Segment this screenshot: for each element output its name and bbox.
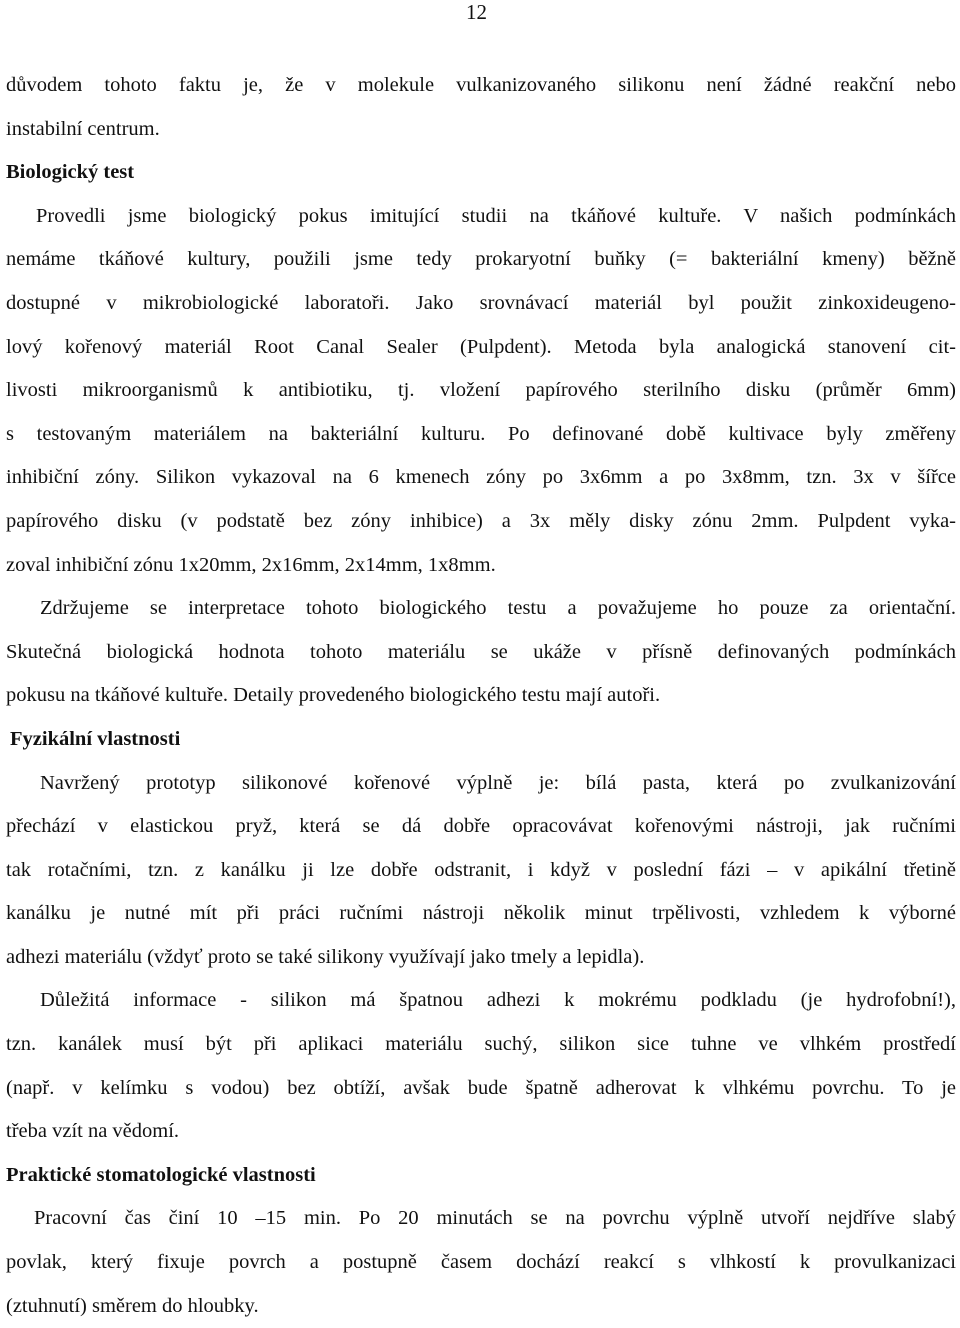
text-line: Provedli jsme biologický pokus imitující studii na tkáňové kultuře. V našich podmínkách: [36, 204, 956, 227]
document-body: [6, 64, 956, 1328]
text-line: povlak, který fixuje povrch a postupně časem dochází reakcí s vlhkostí k provulkanizaci: [6, 1251, 956, 1274]
text-line: tak rotačními, tzn. z kanálku ji lze dobře odstranit, i když v poslední fázi – v apikální třetině: [6, 858, 956, 881]
text-line: lový kořenový materiál Root Canal Sealer (Pulpdent). Metoda byla analogická stanovení cit-: [6, 335, 956, 358]
text-line: adhezi materiálu (vždyť proto se také silikony využívají jako tmely a lepidla).: [6, 945, 645, 968]
text-line: Skutečná biologická hodnota tohoto materiálu se ukáže v přísně definovaných podmínkách: [6, 640, 956, 663]
section-heading-physical-properties: Fyzikální vlastnosti: [10, 727, 181, 750]
text-line: (ztuhnutí) směrem do hloubky.: [6, 1294, 259, 1317]
text-line: papírového disku (v podstatě bez zóny inhibice) a 3x měly disky zónu 2mm. Pulpdent vyka-: [6, 509, 956, 532]
text-line: Důležitá informace - silikon má špatnou adhezi k mokrému podkladu (je hydrofobní!),: [40, 989, 956, 1012]
text-line: důvodem tohoto faktu je, že v molekule vulkanizovaného silikonu není žádné reakční nebo: [6, 74, 956, 96]
text-line: Zdržujeme se interpretace tohoto biologického testu a považujeme ho pouze za orientační.: [40, 597, 956, 620]
text-line: inhibiční zóny. Silikon vykazoval na 6 kmenech zóny po 3x6mm a po 3x8mm, tzn. 3x v šířce: [6, 466, 956, 489]
section-heading-practical-properties: Praktické stomatologické vlastnosti: [6, 1163, 316, 1186]
text-line: pokusu na tkáňové kultuře. Detaily provedeného biologického testu mají autoři.: [6, 684, 661, 707]
text-line: instabilní centrum.: [6, 117, 160, 140]
text-line: (např. v kelímku s vodou) bez obtíží, avšak bude špatně adherovat k vlhkému povrchu. To je: [6, 1076, 956, 1099]
text-line: třeba vzít na vědomí.: [6, 1120, 180, 1143]
text-line: livosti mikroorganismů k antibiotiku, tj. vložení papírového sterilního disku (průměr 6mm): [6, 379, 956, 402]
text-line: nemáme tkáňové kultury, použili jsme tedy prokaryotní buňky (= bakteriální kmeny) běžně: [6, 248, 956, 271]
text-line: Navržený prototyp silikonové kořenové výplně je: bílá pasta, která po zvulkanizování: [40, 771, 956, 794]
page-number: 12: [466, 0, 487, 24]
text-line: zoval inhibiční zónu 1x20mm, 2x16mm, 2x14mm, 1x8mm.: [6, 553, 496, 576]
text-line: tzn. kanálek musí být při aplikaci materiálu suchý, silikon sice tuhne ve vlhkém prostředí: [6, 1033, 956, 1056]
text-line: přechází v elastickou pryž, která se dá dobře opracovávat kořenovými nástroji, jak ručními: [6, 815, 956, 838]
text-line: s testovaným materiálem na bakteriální kulturu. Po definované době kultivace byly změřeny: [6, 422, 956, 445]
text-line: dostupné v mikrobiologické laboratoři. Jako srovnávací materiál byl použit zinkoxideugeno-: [6, 291, 956, 314]
text-line: Pracovní čas činí 10 –15 min. Po 20 minutách se na povrchu výplně utvoří nejdříve slabý: [34, 1207, 956, 1230]
text-line: kanálku je nutné mít při práci ručními nástroji několik minut trpělivosti, vzhledem k výborné: [6, 902, 956, 925]
section-heading-biological-test: Biologický test: [6, 161, 135, 184]
